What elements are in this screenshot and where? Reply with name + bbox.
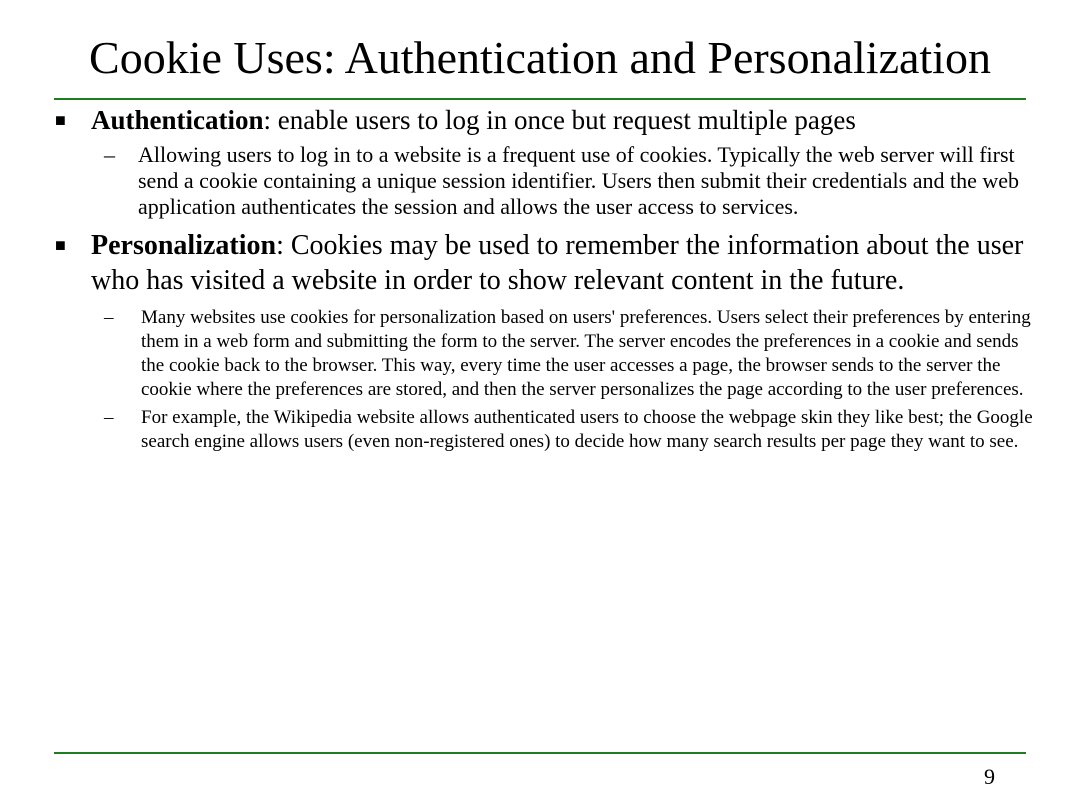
page-number: 9 [984,764,995,789]
bullet-text: : Cookies may be used to remember the information about the user who has visited a website in order to show relevant content in the future. [91,230,1024,296]
title-divider [54,98,1026,100]
bullet-text: : enable users to log in once but request multiple pages [263,105,856,135]
subpoint-text: For example, the Wikipedia website allows authenticated users to choose the webpage skin they like best; the Google search engine allows users (even non-registered ones) to decide how many search results per page they want to see. [141,407,1033,452]
bullet-personalization [54,228,1034,298]
square-bullet-icon: ■ [55,235,66,255]
dash-bullet-icon: – [104,307,114,328]
dash-bullet-icon: – [104,407,114,428]
subpoint-personalization-1 [54,306,1034,402]
subpoint-authentication-1 [54,142,1034,220]
bullet-term: Authentication [91,105,264,135]
slide-title: Cookie Uses: Authentication and Personalization [89,32,991,83]
square-bullet-icon: ■ [55,110,66,130]
slide-content [54,104,1034,454]
footer-divider [54,752,1026,754]
dash-bullet-icon: – [104,142,115,167]
subpoint-text: Many websites use cookies for personalization based on users' preferences. Users select their preferences by entering them in a web form and submitting the form to the server. The server encodes the preferences in a cookie and sends the cookie back to the browser. This way, every time the user accesses a page, the browser sends to the server the cookie where the preferences are stored, and then the server personalizes the page according to the user preferences. [141,307,1031,400]
bullet-authentication [54,104,1034,137]
bullet-term: Personalization [91,230,277,261]
subpoint-personalization-2 [54,406,1034,454]
subpoint-text: Allowing users to log in to a website is a frequent use of cookies. Typically the web server will first send a cookie containing a unique session identifier. Users then submit their credentials and the web application authenticates the session and allows the user access to services. [138,142,1019,219]
